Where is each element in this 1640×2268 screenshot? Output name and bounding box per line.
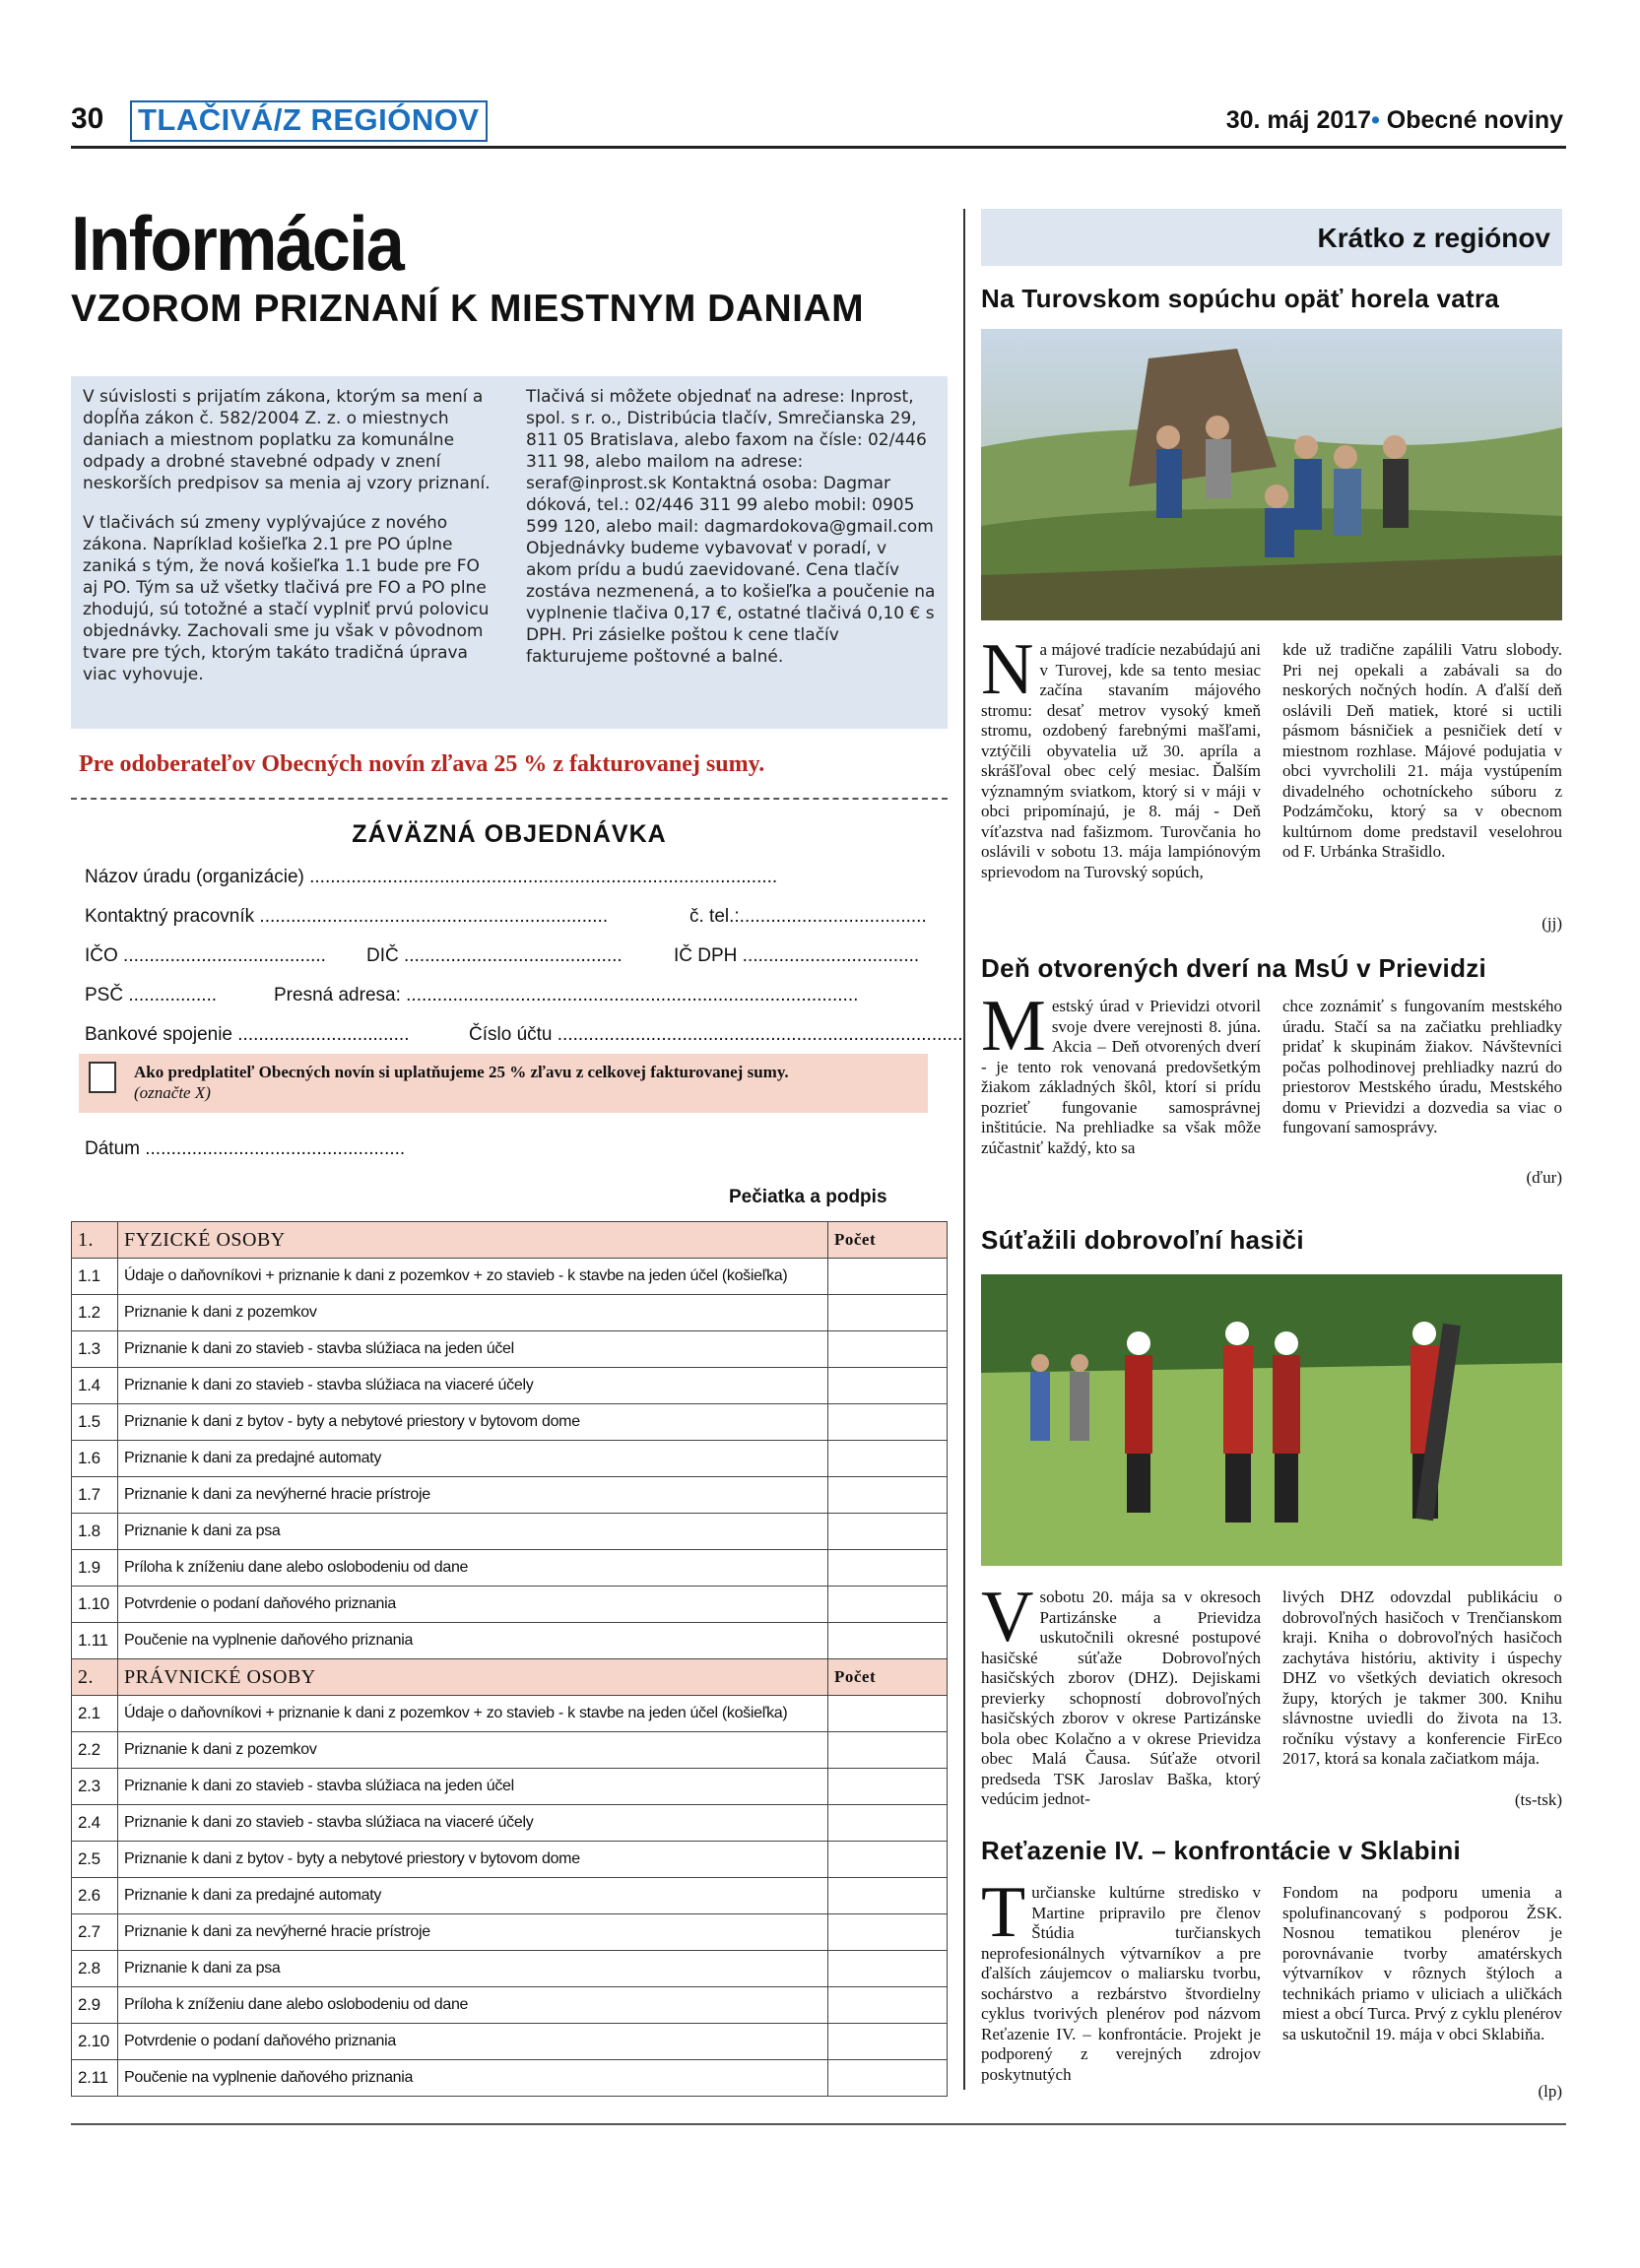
contact-person-field[interactable]: Kontaktný pracovník ................................................................... — [85, 906, 609, 927]
count-input[interactable] — [828, 2024, 948, 2060]
article-text: určianske kultúrne stredisko v Martine pripravilo pre členov Štúdia turčianskych neprofesionálnych výtvarníkov a pre ďalších záujemcov o maliarsku tvorbu, sochárstvo a rezbárstvo štvordielny cyklus tvorivých plenérov pod názvom Reťazenie IV. – konfrontácie. Projekt je podporený z verejných zdrojov poskytnutých — [981, 1883, 1261, 2084]
info-column-2 — [526, 386, 938, 685]
table-row — [72, 1732, 948, 1769]
address-field[interactable]: Presná adresa: ....................................................................................... — [274, 985, 859, 1005]
form-number: 2.9 — [72, 1987, 118, 2024]
form-number: 1.11 — [72, 1623, 118, 1659]
author-signature: (lp) — [1538, 2082, 1562, 2101]
count-header: Počet — [828, 1659, 948, 1696]
table-row — [72, 1623, 948, 1659]
subscriber-note — [134, 1062, 789, 1103]
form-name: Priznanie k dani za predajné automaty — [118, 1441, 828, 1477]
article-body-msu-col2 — [1282, 997, 1562, 1138]
form-number: 2.7 — [72, 1914, 118, 1951]
count-input[interactable] — [828, 1368, 948, 1404]
form-name: Údaje o daňovníkovi + priznanie k dani z pozemkov + zo stavieb - k stavbe na jeden účel (košieľka) — [118, 1259, 828, 1295]
table-row — [72, 1550, 948, 1587]
article-body-vatra-col2 — [1282, 640, 1562, 863]
table-row — [72, 1477, 948, 1514]
table-row — [72, 1805, 948, 1842]
article-text: livých DHZ odovzdal publikáciu o dobrovoľných hasičoch v Trenčianskom kraji. Kniha o dobrovoľných hasičoch zachytáva históriu, aktivity i úspechy DHZ vo všetkých deviatich okresoch župy, ktorých je takmer 300. Knihu slávnostne uviedli do života na 13. ročníku výstavy a konferencie FirEco 2017, ktorá sa konala začiatkom mája. — [1282, 1588, 1562, 1768]
photo-hasici — [981, 1274, 1562, 1566]
table-row — [72, 1914, 948, 1951]
regions-section-header — [981, 209, 1562, 266]
account-number-field[interactable]: Číslo účtu .............................................................................. — [469, 1024, 963, 1045]
group-label: PRÁVNICKÉ OSOBY — [118, 1659, 828, 1696]
table-row — [72, 1842, 948, 1878]
forms-order-table — [71, 1221, 948, 2097]
drop-cap: V — [981, 1577, 1034, 1657]
table-row — [72, 1295, 948, 1331]
order-form-title: ZÁVÄZNÁ OBJEDNÁVKA — [352, 820, 667, 848]
form-name: Priznanie k dani z pozemkov — [118, 1295, 828, 1331]
author-signature: (jj) — [1542, 914, 1562, 933]
count-input[interactable] — [828, 1987, 948, 2024]
form-name: Priznanie k dani zo stavieb - stavba slúžiaca na viaceré účely — [118, 1368, 828, 1404]
subscriber-discount-box — [79, 1054, 928, 1113]
count-input[interactable] — [828, 1732, 948, 1769]
article-body-vatra-col1 — [981, 629, 1261, 882]
count-input[interactable] — [828, 1331, 948, 1368]
form-number: 1.4 — [72, 1368, 118, 1404]
drop-cap: T — [981, 1872, 1026, 1953]
count-input[interactable] — [828, 1441, 948, 1477]
issue-date — [1226, 106, 1563, 135]
form-name: Priznanie k dani za predajné automaty — [118, 1878, 828, 1914]
table-group-row — [72, 1659, 948, 1696]
count-input[interactable] — [828, 1587, 948, 1623]
discount-promo: Pre odoberateľov Obecných novín zľava 25 % z fakturovanej sumy. — [79, 751, 765, 777]
form-name: Údaje o daňovníkovi + priznanie k dani z pozemkov + zo stavieb - k stavbe na jeden účel (košieľka) — [118, 1696, 828, 1732]
form-number: 2.1 — [72, 1696, 118, 1732]
count-input[interactable] — [828, 1842, 948, 1878]
footer-rule — [71, 2123, 1566, 2125]
form-number: 2.5 — [72, 1842, 118, 1878]
table-row — [72, 1587, 948, 1623]
form-number: 1.6 — [72, 1441, 118, 1477]
table-row — [72, 1987, 948, 2024]
order-info: Tlačivá si môžete objednať na adrese: Inprost, spol. s r. o., Distribúcia tlačív, Smrečianska 29, 811 05 Bratislava, alebo faxom na čísle: 02/446 311 98, alebo mailom na adrese: seraf@inprost.sk Kontaktná osoba: Dagmar dóková, tel.: 02/446 311 99 alebo mobil: 0905 599 120, alebo mail: dagmardokova@gmail.com Objednávky budeme vybavovať v poradí, v akom prídu a budú zaevidované. Cena tlačív zostáva nezmenená, a to košieľka a poučenie na vyplnenie tlačiva 0,17 €, ostatné tlačivá 0,10 € s DPH. Pri zásielke poštou k cene tlačív fakturujeme poštovné a balné. — [526, 387, 936, 667]
postal-code-field[interactable]: PSČ ................. — [85, 985, 218, 1005]
form-number: 2.11 — [72, 2060, 118, 2097]
form-name: Priznanie k dani za psa — [118, 1951, 828, 1987]
count-input[interactable] — [828, 1951, 948, 1987]
form-name: Priznanie k dani za psa — [118, 1514, 828, 1550]
info-box — [71, 376, 948, 729]
form-number: 2.6 — [72, 1878, 118, 1914]
table-row — [72, 1259, 948, 1295]
page-subtitle: VZOROM PRIZNANÍ K MIESTNYM DANIAM — [71, 288, 865, 330]
article-body-hasici-col1 — [981, 1577, 1261, 1810]
group-label: FYZICKÉ OSOBY — [118, 1222, 828, 1259]
dic-field[interactable]: DIČ .......................................... — [366, 945, 623, 966]
bank-field[interactable]: Bankové spojenie ................................. — [85, 1024, 410, 1045]
article-title-retazenie: Reťazenie IV. – konfrontácie v Sklabini — [981, 1836, 1462, 1865]
form-number: 1.9 — [72, 1550, 118, 1587]
form-number: 2.3 — [72, 1769, 118, 1805]
count-input[interactable] — [828, 1295, 948, 1331]
form-name: Priznanie k dani za nevýherné hracie prístroje — [118, 1477, 828, 1514]
form-name: Priznanie k dani z pozemkov — [118, 1732, 828, 1769]
count-input[interactable] — [828, 1550, 948, 1587]
page-number: 30 — [71, 102, 104, 135]
count-input[interactable] — [828, 1805, 948, 1842]
separator-dot: • — [1371, 106, 1380, 134]
count-input[interactable] — [828, 1404, 948, 1441]
form-name: Príloha k zníženiu dane alebo oslobodeniu od dane — [118, 1987, 828, 2024]
ic-dph-field[interactable]: IČ DPH .................................. — [674, 945, 920, 966]
drop-cap: N — [981, 629, 1034, 710]
publication-name: Obecné noviny — [1386, 106, 1563, 134]
form-name: Priznanie k dani zo stavieb - stavba slúžiaca na jeden účel — [118, 1769, 828, 1805]
form-name: Priznanie k dani z bytov - byty a nebytové priestory v bytovom dome — [118, 1842, 828, 1878]
article-text: a májové tradície nezabúdajú ani v Turovej, kde sa tento mesiac začína stavaním májového stromu: desať metrov vysoký kmeň stromu, ozdobený farebnými mašľami, vztýčili obyvatelia už 30. apríla a skrášľoval obec celý mesiac. Ďalším významným sviatkom, ktorý si v máji v obci pripomínajú, je 8. máj - Deň víťazstva nad fašizmom. Turovčania ho oslávili v sobotu 13. mája lampiónovým sprievodom na Turovský sopúch, — [981, 640, 1261, 881]
form-number: 1.1 — [72, 1259, 118, 1295]
table-row — [72, 1368, 948, 1404]
form-number: 2.2 — [72, 1732, 118, 1769]
author-signature: (ďur) — [1526, 1168, 1562, 1187]
table-row — [72, 1514, 948, 1550]
table-row — [72, 1769, 948, 1805]
form-number: 1.10 — [72, 1587, 118, 1623]
table-row — [72, 1878, 948, 1914]
table-row — [72, 1696, 948, 1732]
form-name: Potvrdenie o podaní daňového priznania — [118, 1587, 828, 1623]
table-row — [72, 2024, 948, 2060]
form-number: 1.8 — [72, 1514, 118, 1550]
count-input[interactable] — [828, 1696, 948, 1732]
article-text: Fondom na podporu umenia a spolufinancovaný s podporou ŽSK. Nosnou tematikou plenérov je porovnávanie tvorby amatérskych výtvarníkov v rôznych štýloch a technikách priamo v uliciach a uličkách miest a obcí Turca. Prvý z cyklu plenérov sa uskutočnil 19. mája v obci Sklabiňa. — [1282, 1883, 1562, 2043]
subscriber-note-hint: (označte X) — [134, 1083, 211, 1102]
info-paragraph: V súvislosti s prijatím zákona, ktorým sa mení a dopĺňa zákon č. 582/2004 Z. z. o miestnych daniach a miestnom poplatku za komunálne odpady a drobné stavebné odpady v znení neskorších predpisov sa menia aj vzory priznaní. — [83, 387, 491, 493]
table-row — [72, 1331, 948, 1368]
form-name: Príloha k zníženiu dane alebo oslobodeniu od dane — [118, 1550, 828, 1587]
page-title: Informácia — [71, 200, 404, 287]
form-name: Potvrdenie o podaní daňového priznania — [118, 2024, 828, 2060]
form-number: 2.4 — [72, 1805, 118, 1842]
article-body-retazenie-col2 — [1282, 1883, 1562, 2044]
group-number: 2. — [72, 1659, 118, 1696]
date-text: 30. máj 2017 — [1225, 106, 1372, 134]
form-number: 1.3 — [72, 1331, 118, 1368]
article-text: chce zoznámiť s fungovaním mestského úradu. Stačí sa na začiatku prehliadky pridať k skupinám žiakov. Návštevníci počas polhodinovej prehliadky nazrú do priestorov Mestského úradu, Mestského domu v Prievidzi a dozvedia sa viac o fungovaní samosprávy. — [1282, 997, 1562, 1136]
header-rule — [71, 146, 1566, 149]
form-number: 1.5 — [72, 1404, 118, 1441]
cut-line — [71, 798, 948, 800]
count-input[interactable] — [828, 1769, 948, 1805]
count-input[interactable] — [828, 1259, 948, 1295]
table-row — [72, 1404, 948, 1441]
subscriber-checkbox[interactable] — [89, 1062, 116, 1093]
drop-cap: M — [981, 986, 1046, 1067]
form-name: Poučenie na vyplnenie daňového priznania — [118, 1623, 828, 1659]
form-name: Poučenie na vyplnenie daňového priznania — [118, 2060, 828, 2097]
form-name: Priznanie k dani zo stavieb - stavba slúžiaca na jeden účel — [118, 1331, 828, 1368]
office-name-field[interactable]: Názov úradu (organizácie) .......................................................................................... — [85, 867, 778, 887]
article-title-msu: Deň otvorených dverí na MsÚ v Prievidzi — [981, 953, 1487, 983]
form-number: 2.10 — [72, 2024, 118, 2060]
form-number: 1.2 — [72, 1295, 118, 1331]
group-number: 1. — [72, 1222, 118, 1259]
count-header: Počet — [828, 1222, 948, 1259]
article-body-msu-col1 — [981, 986, 1261, 1158]
subscriber-note-text: Ako predplatiteľ Obecných novín si uplatňujeme 25 % zľavu z celkovej fakturovanej sumy. — [134, 1063, 789, 1081]
stamp-signature-label: Pečiatka a podpis — [729, 1187, 887, 1207]
count-input[interactable] — [828, 1514, 948, 1550]
author-signature: (ts-tsk) — [1514, 1790, 1562, 1809]
article-title-hasici: Súťažili dobrovoľní hasiči — [981, 1225, 1304, 1255]
regions-section-title: Krátko z regiónov — [1317, 223, 1550, 253]
section-label: TLAČIVÁ/Z REGIÓNOV — [130, 100, 488, 142]
count-input[interactable] — [828, 1914, 948, 1951]
phone-field[interactable]: č. tel.:.................................... — [689, 906, 927, 927]
article-text: estský úrad v Prievidzi otvoril svoje dvere verejnosti 8. júna. Akcia – Deň otvorených dverí - je tento rok venovaná predovšetkým žiakom základných škôl, ktorí si prídu pozrieť fungovanie samosprávnej inštitúcie. Na prehliadke sa však môže zúčastniť každý, kto sa — [981, 997, 1261, 1157]
article-body-hasici-col2 — [1282, 1588, 1562, 1770]
article-text: kde už tradične zapálili Vatru slobody. Pri nej opekali a zabávali sa do neskorých nočných hodín. A ďalší deň oslávili Deň matiek, ktoré si uctili pásmom básničiek a pesničiek detí v miestnom rozhlase. Májové podujatia v obci vyvrcholili 21. mája vystúpením divadelného ochotníckeho súboru z Podzámčoku, ktorý sa v obecnom kultúrnom dome predstavil veselohrou od F. Urbánka Strašidlo. — [1282, 640, 1562, 861]
form-name: Priznanie k dani z bytov - byty a nebytové priestory v bytovom dome — [118, 1404, 828, 1441]
count-input[interactable] — [828, 1878, 948, 1914]
date-field[interactable]: Dátum .................................................. — [85, 1138, 406, 1159]
article-text: sobotu 20. mája sa v okresoch Partizánske a Prievidza uskutočnili okresné postupové hasičské súťaže Dobrovoľných hasičských zborov (DHZ). Dejiskami previerky schopností dobrovoľných hasičských zborov v okrese Partizánske bola obec Kolačno a v okrese Prievidza obec Malá Čausa. Súťaže otvoril predseda TSK Jaroslav Baška, ktorý vedúcim jednot- — [981, 1588, 1261, 1808]
ico-field[interactable]: IČO ....................................... — [85, 945, 326, 966]
article-body-retazenie-col1 — [981, 1872, 1261, 2085]
table-group-row — [72, 1222, 948, 1259]
table-row — [72, 2060, 948, 2097]
table-row — [72, 1951, 948, 1987]
form-name: Priznanie k dani za nevýherné hracie prístroje — [118, 1914, 828, 1951]
count-input[interactable] — [828, 1477, 948, 1514]
photo-vatra — [981, 329, 1562, 620]
count-input[interactable] — [828, 1623, 948, 1659]
article-title-vatra: Na Turovskom sopúchu opäť horela vatra — [981, 284, 1500, 313]
form-name: Priznanie k dani zo stavieb - stavba slúžiaca na viaceré účely — [118, 1805, 828, 1842]
table-row — [72, 1441, 948, 1477]
form-number: 1.7 — [72, 1477, 118, 1514]
info-column-1 — [83, 386, 496, 703]
column-divider — [963, 209, 965, 2090]
count-input[interactable] — [828, 2060, 948, 2097]
info-paragraph: V tlačivách sú zmeny vyplývajúce z nového zákona. Napríklad košieľka 2.1 pre PO úplne zaniká s tým, že nová košieľka 1.1 bude pre FO aj PO. Tým sa už všetky tlačivá pre FO a PO plne zhodujú, sú totožné a stačí vyplniť prvú polovicu objednávky. Zachovali sme ju však v pôvodnom tvare pre tých, ktorým takáto tradičná úprava viac vyhovuje. — [83, 513, 490, 684]
form-number: 2.8 — [72, 1951, 118, 1987]
